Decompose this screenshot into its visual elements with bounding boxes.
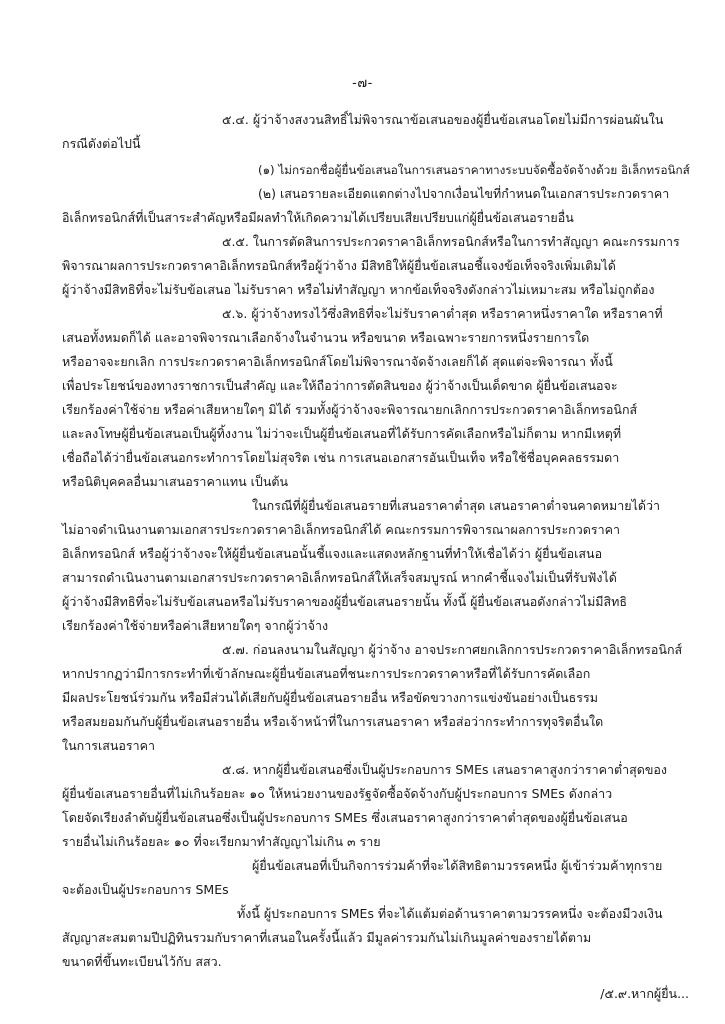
text-line: ผู้ว่าจ้างมีสิทธิที่จะไม่รับข้อเสนอ ไม่รับราคา หรือไม่ทำสัญญา หากข้อเท็จจริงดังกล่าวไม่เหมาะสม หรือไม่ถูกต้อง [62, 282, 655, 297]
text-line: โดยจัดเรียงลำดับผู้ยื่นข้อเสนอซึ่งเป็นผู้ประกอบการ SMEs ซึ่งเสนอราคาสูงกว่าราคาต่ำสุดของผู้ยื่นข้อเสนอ [62, 810, 628, 825]
text-line: พิจารณาผลการประกวดราคาอิเล็กทรอนิกส์หรือผู้ว่าจ้าง มีสิทธิให้ผู้ยื่นข้อเสนอชี้แจงข้อเท็จจริงเพิ่มเติมได้ [62, 258, 616, 273]
text-line: หรืออาจจะยกเลิก การประกวดราคาอิเล็กทรอนิกส์โดยไม่พิจารณาจัดจ้างเลยก็ได้ สุดแต่จะพิจารณา ทั้งนี้ [62, 354, 613, 369]
text-line: เชื่อถือได้ว่ายื่นข้อเสนอกระทำการโดยไม่สุจริต เช่น การเสนอเอกสารอันเป็นเท็จ หรือใช้ชื่อบุคคลธรรมดา [62, 450, 620, 465]
text-line: ๕.๘. หากผู้ยื่นข้อเสนอซึ่งเป็นผู้ประกอบการ SMEs เสนอราคาสูงกว่าราคาต่ำสุดของ [222, 762, 668, 777]
text-line: เสนอทั้งหมดก็ได้ และอาจพิจารณาเลือกจ้างในจำนวน หรือขนาด หรือเฉพาะรายการหนึ่งรายการใด [62, 330, 590, 345]
text-line: อิเล็กทรอนิกส์ หรือผู้ว่าจ้างจะให้ผู้ยื่นข้อเสนอนั้นชี้แจงและแสดงหลักฐานที่ทำให้เชื่อได้ว่า ผู้ยื่นข้อเสนอ [62, 546, 603, 561]
text-line: หรือสมยอมกันกับผู้ยื่นข้อเสนอรายอื่น หรือเจ้าหน้าที่ในการเสนอราคา หรือส่อว่ากระทำการทุจริตอื่นใด [62, 714, 604, 729]
text-line: (๑) ไม่กรอกชื่อผู้ยื่นข้อเสนอในการเสนอราคาทางระบบจัดซื้อจัดจ้างด้วย อิเล็กทรอนิกส์ [258, 163, 690, 177]
text-line: เพื่อประโยชน์ของทางราชการเป็นสำคัญ และให้ถือว่าการตัดสินของ ผู้ว่าจ้างเป็นเด็ดขาด ผู้ยื่นข้อเสนอจะ [62, 378, 618, 393]
text-line: (๒) เสนอรายละเอียดแตกต่างไปจากเงื่อนไขที่กำหนดในเอกสารประกวดราคา [258, 186, 670, 201]
text-line: ผู้ยื่นข้อเสนอที่เป็นกิจการร่วมค้าที่จะได้สิทธิตามวรรคหนึ่ง ผู้เข้าร่วมค้าทุกราย [252, 858, 663, 873]
text-line: เรียกร้องค่าใช้จ่ายหรือค่าเสียหายใดๆ จากผู้ว่าจ้าง [62, 618, 329, 633]
text-line: รายอื่นไม่เกินร้อยละ ๑๐ ที่จะเรียกมาทำสัญญาไม่เกิน ๓ ราย [62, 834, 381, 849]
text-line: มีผลประโยชน์ร่วมกัน หรือมีส่วนได้เสียกับผู้ยื่นข้อเสนอรายอื่น หรือขัดขวางการแข่งขันอย่างเป็นธรรม [62, 690, 598, 705]
text-line: กรณีดังต่อไปนี้ [62, 136, 141, 151]
page-number: -๗- [352, 76, 373, 91]
text-line: หากปรากฏว่ามีการกระทำที่เข้าลักษณะผู้ยื่นข้อเสนอที่ชนะการประกวดราคาหรือที่ได้รับการคัดเลือก [62, 666, 591, 681]
text-line: และลงโทษผู้ยื่นข้อเสนอเป็นผู้ทิ้งงาน ไม่ว่าจะเป็นผู้ยื่นข้อเสนอที่ได้รับการคัดเลือกหรือไม่ก็ตาม หากมีเหตุที่ [62, 426, 622, 441]
text-line: สัญญาสะสมตามปีปฏิทินรวมกับราคาที่เสนอในครั้งนี้แล้ว มีมูลค่ารวมกันไม่เกินมูลค่าของรายได้ตาม [62, 930, 592, 945]
text-line: ผู้ว่าจ้างมีสิทธิที่จะไม่รับข้อเสนอหรือไม่รับราคาของผู้ยื่นข้อเสนอรายนั้น ทั้งนี้ ผู้ยื่นข้อเสนอดังกล่าวไม่มีสิทธิ [62, 594, 628, 609]
text-line: ๕.๗. ก่อนลงนามในสัญญา ผู้ว่าจ้าง อาจประกาศยกเลิกการประกวดราคาอิเล็กทรอนิกส์ [222, 642, 683, 657]
text-line: ผู้ยื่นข้อเสนอรายอื่นที่ไม่เกินร้อยละ ๑๐ ให้หน่วยงานของรัฐจัดซื้อจัดจ้างกับผู้ประกอบการ SMEs ดังกล่าว [62, 786, 613, 801]
text-line: ๕.๖. ผู้ว่าจ้างทรงไว้ซึ่งสิทธิที่จะไม่รับราคาต่ำสุด หรือราคาหนึ่งราคาใด หรือราคาที่ [222, 306, 663, 321]
text-line: ไม่อาจดำเนินงานตามเอกสารประกวดราคาอิเล็กทรอนิกส์ได้ คณะกรรมการพิจารณาผลการประกวดราคา [62, 522, 620, 537]
text-line: ๕.๔. ผู้ว่าจ้างสงวนสิทธิ์ไม่พิจารณาข้อเสนอของผู้ยื่นข้อเสนอโดยไม่มีการผ่อนผันใน [222, 112, 664, 127]
continuation-footer: /๕.๙.หากผู้ยื่น... [600, 986, 689, 1001]
text-line: ๕.๕. ในการตัดสินการประกวดราคาอิเล็กทรอนิกส์หรือในการทำสัญญา คณะกรรมการ [222, 234, 680, 249]
text-line: เรียกร้องค่าใช้จ่าย หรือค่าเสียหายใดๆ มิได้ รวมทั้งผู้ว่าจ้างจะพิจารณายกเลิกการประกวดราคาอิเล็กทรอนิกส์ [62, 402, 638, 417]
text-line: ในกรณีที่ผู้ยื่นข้อเสนอรายที่เสนอราคาต่ำสุด เสนอราคาต่ำจนคาดหมายได้ว่า [252, 498, 661, 513]
text-line: หรือนิติบุคคลอื่นมาเสนอราคาแทน เป็นต้น [62, 474, 289, 489]
text-line: ขนาดที่ขึ้นทะเบียนไว้กับ สสว. [62, 954, 222, 969]
text-line: สามารถดำเนินงานตามเอกสารประกวดราคาอิเล็กทรอนิกส์ให้เสร็จสมบูรณ์ หากคำชี้แจงไม่เป็นที่รับฟังได้ [62, 570, 617, 585]
text-line: ทั้งนี้ ผู้ประกอบการ SMEs ที่จะได้แต้มต่อด้านราคาตามวรรคหนึ่ง จะต้องมีวงเงิน [237, 906, 663, 921]
text-line: จะต้องเป็นผู้ประกอบการ SMEs [62, 882, 229, 897]
text-line: ในการเสนอราคา [62, 738, 156, 753]
text-line: อิเล็กทรอนิกส์ที่เป็นสาระสำคัญหรือมีผลทำให้เกิดความได้เปรียบเสียเปรียบแก่ผู้ยื่นข้อเสนอรายอื่น [62, 210, 574, 225]
